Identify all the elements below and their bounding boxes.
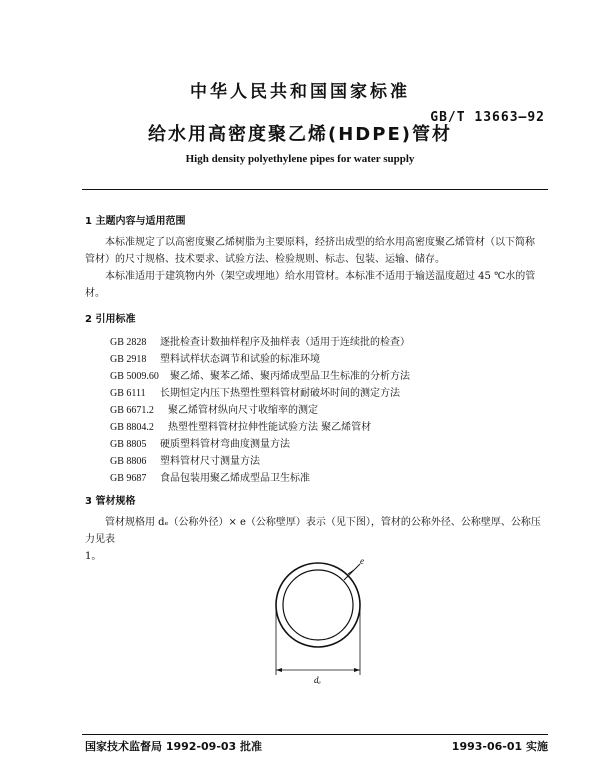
document-title-en: High density polyethylene pipes for water supply	[185, 153, 415, 165]
ref-title: 塑料试样状态调节和试验的标准环境	[160, 354, 320, 365]
ref-title: 热塑性塑料管材拉伸性能试验方法 聚乙烯管材	[168, 422, 372, 433]
reference-item	[110, 401, 318, 416]
section-1-heading: 1 主题内容与适用范围	[85, 216, 186, 227]
implementation-date: 1993-06-01 实施	[451, 740, 548, 753]
ref-code: GB 8806	[110, 456, 147, 467]
ref-title: 食品包装用聚乙烯成型品卫生标准	[160, 473, 310, 484]
dim-arrow-right	[354, 668, 360, 672]
s1-p2-line2: 材。	[85, 288, 105, 299]
dim-arrow-left	[276, 668, 282, 672]
ref-code: GB 8805	[110, 439, 147, 450]
s1-p1-line2: 管材）的尺寸规格、技术要求、试验方法、检验规则、标志、包装、运输、储存。	[85, 254, 445, 265]
ref-title: 长期恒定内压下热塑性塑料管材耐破坏时间的测定方法	[160, 388, 400, 399]
reference-item	[110, 469, 310, 484]
wall-thickness-leader	[344, 564, 360, 580]
reference-item	[110, 333, 410, 348]
diameter-label: dₑ	[314, 675, 321, 685]
ref-code: GB 8804.2	[110, 422, 154, 433]
section-1-paragraph-1	[85, 234, 548, 268]
pipe-outer-circle	[276, 563, 360, 647]
ref-title: 聚乙烯、聚苯乙烯、聚丙烯成型品卫生标准的分析方法	[170, 371, 410, 382]
s1-p2-line1: 本标准适用于建筑物内外（架空或埋地）给水用管材。本标准不适用于输送温度超过 45 ℃水的管	[105, 271, 536, 282]
header-divider	[82, 189, 548, 190]
ref-title: 聚乙烯管材纵向尺寸收缩率的测定	[168, 405, 318, 416]
reference-item	[110, 350, 320, 365]
section-1-paragraph-2	[85, 268, 548, 302]
standard-code: GB/T 13663—92	[430, 110, 545, 125]
ref-code: GB 5009.60	[110, 371, 159, 382]
ref-title: 塑料管材尺寸测量方法	[160, 456, 260, 467]
ref-code: GB 2828	[110, 337, 147, 348]
national-standard-heading: 中华人民共和国国家标准	[190, 82, 410, 102]
ref-title: 逐批检查计数抽样程序及抽样表（适用于连续批的检查）	[160, 337, 410, 348]
reference-item	[110, 367, 410, 382]
reference-item	[110, 418, 371, 433]
footer-divider	[82, 734, 548, 735]
section-3-heading: 3 管材规格	[85, 496, 136, 507]
ref-code: GB 9687	[110, 473, 147, 484]
ref-code: GB 6671.2	[110, 405, 154, 416]
approval-date: 国家技术监督局 1992-09-03 批准	[85, 740, 263, 753]
s3-p1-line1: 管材规格用 dₑ（公称外径）× e（公称壁厚）表示（见下图），管材的公称外径、公称壁厚、公称压力见表	[85, 517, 541, 545]
section-2-heading: 2 引用标准	[85, 314, 136, 325]
ref-title: 硬质塑料管材弯曲度测量方法	[160, 439, 290, 450]
s3-p1-line2: 1。	[85, 551, 102, 562]
ref-code: GB 6111	[110, 388, 146, 399]
wall-thickness-label: e	[360, 556, 364, 566]
ref-code: GB 2918	[110, 354, 147, 365]
reference-item	[110, 435, 290, 450]
reference-item	[110, 384, 400, 399]
document-title-cn: 给水用高密度聚乙烯(HDPE)管材	[148, 124, 452, 145]
pipe-cross-section-diagram	[260, 550, 380, 690]
s1-p1-line1: 本标准规定了以高密度聚乙烯树脂为主要原料，经挤出成型的给水用高密度聚乙烯管材（以下简称	[105, 237, 535, 248]
reference-item	[110, 452, 260, 467]
pipe-inner-circle	[283, 570, 353, 640]
